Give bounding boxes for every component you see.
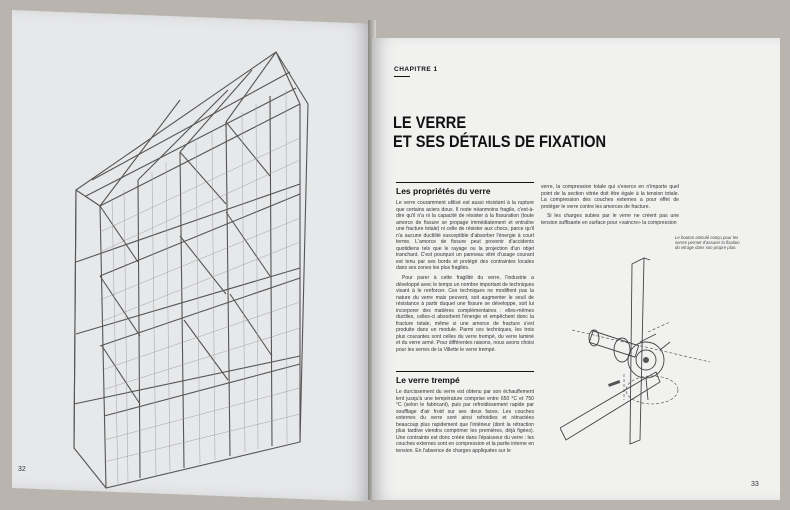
chapter-rule (394, 76, 410, 77)
paragraph: Pour parer à cette fragilité du verre, l'industrie a développé avec le temps un nombre important de techniques visant à le renforcer. Ces techniques ne modifient pas la nature du verre mais peuvent, soit augmenter le seuil de résistance à partir duquel une fissure se développe, soit lui incorporer des matières complémentaires : elles-mêmes ductiles, celles-ci absorbent l'énergie et empêchent donc la fracture totale, même si une amorce de fracture s'est produite dans un module. Parmi ces techniques, les trois plus courantes sont celles du verre trempé, du verre laminé et du verre armé. Pour différentes raisons, nous avons choisi pour les serres de la Villette le verre trempé. (396, 275, 534, 354)
page-number-right: 33 (751, 481, 759, 488)
chapter-label: CHAPITRE 1 (394, 66, 438, 73)
articulated-bolt-drawing (560, 250, 760, 470)
paragraph: Le durcissement du verre est obtenu par son échauffement lent jusqu'à une température comprise entre 650 °C et 750 °C (selon le fabricant), puis par refroidissement rapide par soufflage d'air froid sur ses deux faces. Les couches externes du verre sont ainsi refroidies et rétractées beaucoup plus rapidement que l'intérieur (dont la rétraction plus tardive viendra comprimer les premières, déjà figées). Une contrainte est donc créée dans l'épaisseur du verre : les couches externes sont en compression et la partie interne en tension. En l'absence de charges appliquées sur le (396, 389, 534, 454)
section-heading-tempered: Le verre trempé (396, 375, 460, 385)
paragraph: Le verre couramment utilisé est aussi résistant à la rupture que certains aciers doux. Il reste néanmoins fragile, c'est-à-dire qu'il n'a ni la capacité de résister à la fissuration (toute amorce de fissure se propage immédiatement et entraîne une fracture totale) ni celle de résister aux chocs, parce qu'il n'a aucune ductilité susceptible d'absorber l'énergie à court terme. L'amorce de fissure peut provenir d'accidents quotidiens tels que le rayage ou la projection d'un objet tranchant. C'est pourquoi un panneau vitré d'usage courant est tenu par ses bords et protégé des contraintes locales dans ses zones les plus fragiles. (396, 200, 534, 272)
column-left-text (396, 200, 534, 370)
column-right-text (541, 184, 679, 229)
chapter-title (393, 113, 651, 151)
title-line-1: LE VERRE (393, 113, 467, 132)
page-number-left: 32 (18, 466, 26, 473)
section-heading-properties: Les propriétés du verre (396, 186, 491, 196)
paragraph: Si les charges subies par le verre ne créent pas une tension suffisante en surface pour «vaincre» la compression (541, 213, 679, 226)
title-line-2: ET SES DÉTAILS DE FIXATION (393, 132, 607, 151)
section-rule-1 (396, 182, 534, 183)
paragraph: verre, la compression totale qui s'exerce en n'importe quel point de la section vitrée doit être égale à la tension totale. La compression des couches externes a pour effet de protéger le verre contre les amorces de fracture. (541, 184, 679, 210)
greenhouse-frame-drawing (0, 0, 370, 500)
column-left-text-2 (396, 389, 534, 465)
figure-caption: Le bouton articulé conçu pour les serres permet d'assurer la fixation du vitrage dans son propre plan. (675, 235, 740, 251)
section-rule-2 (396, 371, 534, 372)
